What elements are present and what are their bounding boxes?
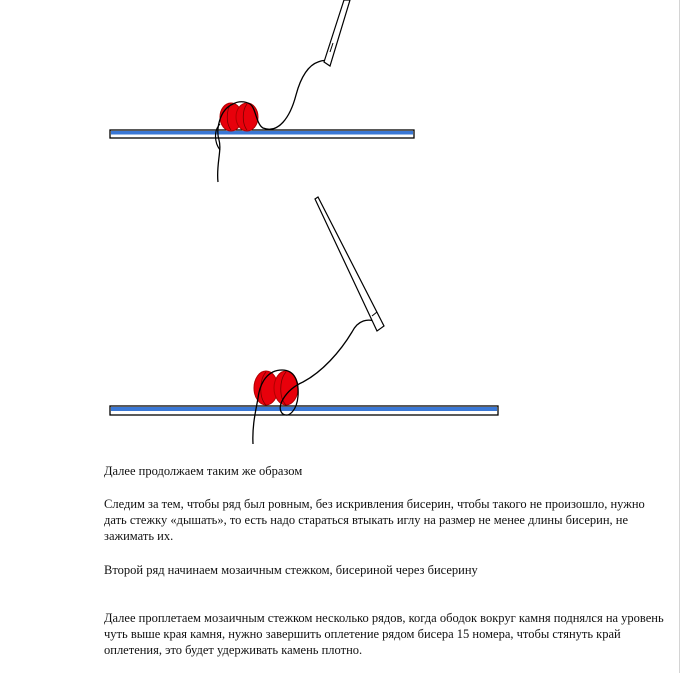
base-strip-2: [110, 406, 498, 415]
paragraph-continue: Далее продолжаем таким же образом: [104, 464, 303, 478]
needle-icon: [315, 197, 384, 331]
needle-icon: [324, 0, 350, 66]
paragraph-finish: Далее проплетаем мозаичным стежком несколько рядов, когда ободок вокруг камня поднялся на уровень чуть выше края камня, нужно завершить оплетение рядом бисера 15 номера, чтобы стянуть край оплетения, это будет удерживать камень плотно.: [104, 611, 664, 657]
base-strip-1: [110, 130, 414, 138]
illustration-step-2: [110, 197, 498, 444]
paragraph-even-row: Следим за тем, чтобы ряд был ровным, без искривления бисерин, чтобы такого не произошло, нужно дать стежку «дышать», то есть надо стараться втыкать иглу на размер не менее длины бисерин, не зажимать их.: [104, 497, 645, 543]
paragraph-second-row: Второй ряд начинаем мозаичным стежком, бисериной через бисерину: [104, 563, 478, 577]
illustration-step-1: [110, 0, 414, 182]
bead-icon: [236, 103, 258, 131]
